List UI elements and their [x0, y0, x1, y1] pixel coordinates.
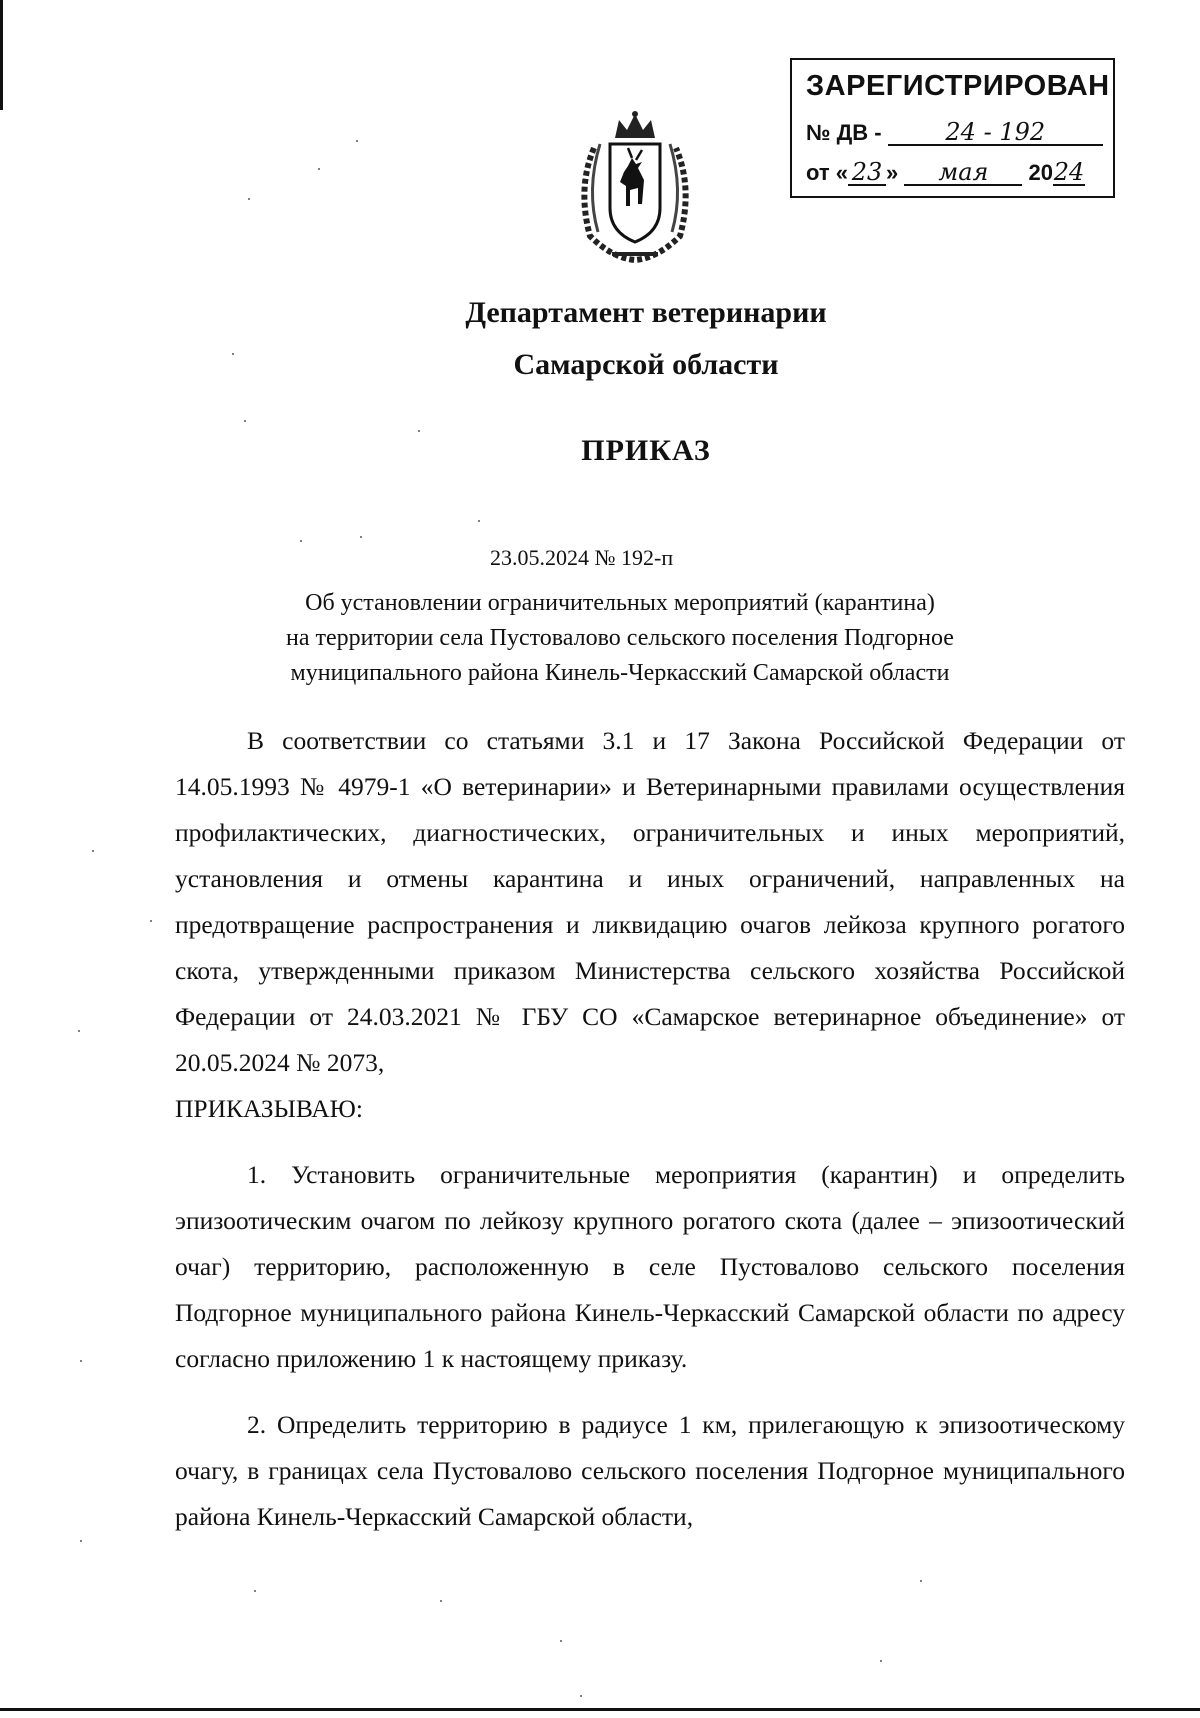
- stamp-title: ЗАРЕГИСТРИРОВАН: [806, 70, 1110, 102]
- stamp-date-day: 23: [848, 160, 886, 186]
- stamp-date-mid: »: [886, 160, 899, 185]
- stamp-date-prefix: от «: [806, 160, 849, 185]
- clause-2-paragraph: 2. Определить территорию в радиусе 1 км, прилегающую к эпизоотическому очагу, в границах села Пустовалово сельского поселения Подгорное муниципального района Кинель-Черкасский Самарской области,: [175, 1410, 1125, 1531]
- department-name-line2: Самарской области: [513, 348, 779, 381]
- stamp-number-label: № ДВ -: [806, 120, 882, 145]
- registration-stamp: [790, 58, 1115, 198]
- preamble-paragraph: В соответствии со статьями 3.1 и 17 Закона Российской Федерации от 14.05.1993 № 4979-1 «О ветеринарии» и Ветеринарными правилами осуществления профилактических, диагностических, ограничительных и иных мероприятий, установления и отмены карантина и иных ограничений, направленных на предотвращение распространения и ликвидацию очагов лейкоза крупного рогатого скота, утвержденными приказом Министерства сельского хозяйства Российской Федерации от 24.03.2021 № ГБУ СО «Самарское ветеринарное объединение» от 20.05.2024 № 2073,: [175, 726, 1125, 1077]
- clause-1-paragraph: 1. Установить ограничительные мероприятия (карантин) и определить эпизоотическим очагом по лейкозу крупного рогатого скота (далее – эпизоотический очаг) территорию, расположенную в селе Пустовалово сельского поселения Подгорное муниципального района Кинель-Черкасский Самарской области по адресу согласно приложению 1 к настоящему приказу.: [175, 1160, 1125, 1373]
- scan-edge-mark: [0, 0, 3, 110]
- stamp-date-month: мая: [904, 160, 1022, 186]
- subject-line: муниципального района Кинель-Черкасский Самарской области: [290, 660, 950, 686]
- stamp-year-prefix: 20: [1028, 160, 1053, 185]
- subject-line: на территории села Пустовалово сельского поселения Подгорное: [286, 625, 954, 651]
- document-type-title: ПРИКАЗ: [581, 434, 711, 467]
- stamp-year-suffix: 24: [1053, 158, 1085, 186]
- stamp-date-row: [806, 160, 1085, 186]
- document-body: [175, 718, 1125, 1540]
- stamp-number-row: [806, 120, 1103, 146]
- scan-edge-mark: [0, 1708, 1200, 1711]
- order-word: ПРИКАЗЫВАЮ:: [175, 1094, 363, 1123]
- samara-coat-of-arms-icon: [572, 108, 698, 266]
- stamp-number-value: 24 - 192: [888, 120, 1103, 146]
- document-date-number: 23.05.2024 № 192-п: [490, 545, 674, 570]
- subject-line: Об установлении ограничительных мероприятий (карантина): [305, 590, 935, 616]
- document-subject: [120, 586, 1120, 691]
- department-name-line1: Департамент ветеринарии: [465, 296, 827, 329]
